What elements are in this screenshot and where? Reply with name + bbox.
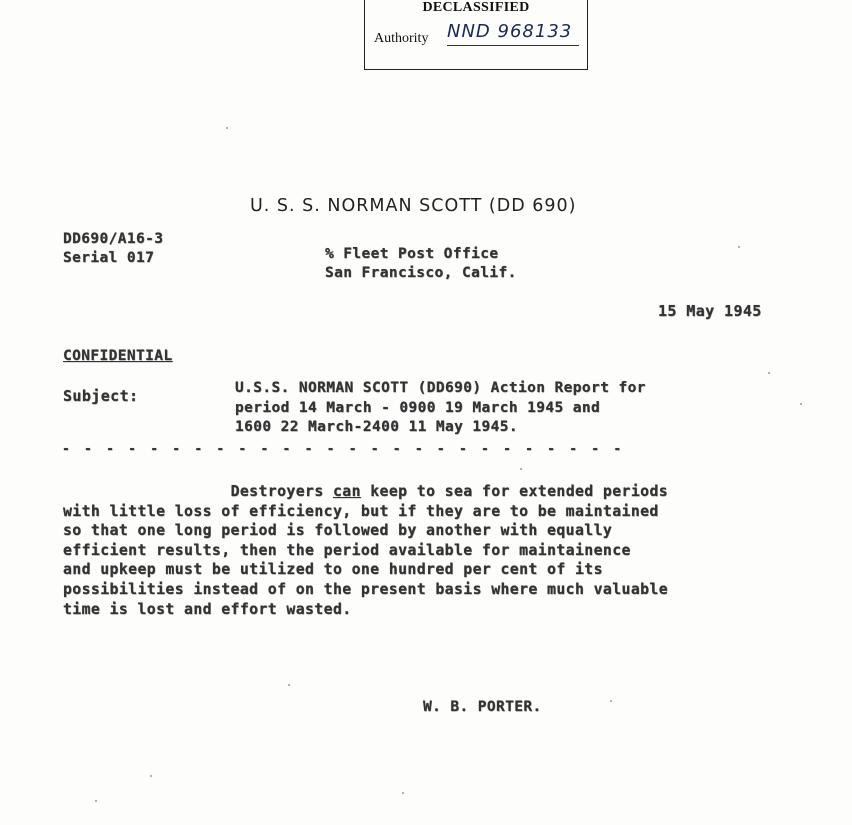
body-line-6: possibilities instead of on the present basis where much valuable <box>63 580 669 598</box>
mailing-address <box>325 245 517 283</box>
scan-speck <box>288 684 290 686</box>
body-line-2: with little loss of efficiency, but if they are to be maintained <box>63 502 659 520</box>
address-line-1: % Fleet Post Office <box>325 246 499 262</box>
scan-speck <box>738 246 740 248</box>
body-line-5: and upkeep must be utilized to one hundred per cent of its <box>63 561 603 579</box>
declassified-stamp <box>364 0 588 70</box>
subject-text <box>235 379 646 438</box>
letterhead: U. S. S. NORMAN SCOTT (DD 690) <box>250 196 577 216</box>
stamp-authority-value: NND 968133 <box>447 19 579 46</box>
body-line-1 <box>63 482 668 502</box>
body-line-1-end: keep to sea for extended periods <box>360 483 669 500</box>
subject-line-2: period 14 March - 0900 19 March 1945 and <box>235 399 601 416</box>
scan-speck <box>610 700 612 702</box>
dashed-divider: - - - - - - - - - - - - - - - - - - - - - - - - - - <box>62 442 625 457</box>
scan-speck <box>800 403 802 405</box>
body-line-3: so that one long period is followed by another with equally <box>63 522 613 540</box>
classification-marking: CONFIDENTIAL <box>63 348 173 364</box>
stamp-authority-label: Authority <box>374 31 429 46</box>
address-line-2: San Francisco, Calif. <box>325 265 517 281</box>
file-code: DD690/A16-3 <box>63 231 164 247</box>
body-line-4: efficient results, then the period available for maintainence <box>63 541 631 559</box>
scan-speck <box>95 800 97 802</box>
scan-speck <box>768 372 770 374</box>
body-line-1-start: Destroyers <box>230 483 333 500</box>
subject-line-3: 1600 22 March-2400 11 May 1945. <box>235 419 519 435</box>
emphasized-word: can <box>332 483 361 500</box>
body-paragraph <box>63 482 668 619</box>
scan-speck <box>402 792 404 794</box>
scan-speck <box>150 775 152 777</box>
scan-speck <box>226 127 228 129</box>
scan-speck <box>520 468 522 470</box>
stamp-title: DECLASSIFIED <box>422 0 530 15</box>
serial-number: Serial 017 <box>63 250 155 266</box>
subject-line-1: U.S.S. NORMAN SCOTT (DD690) Action Report for <box>235 380 646 396</box>
file-reference <box>63 230 163 268</box>
subject-label: Subject: <box>63 387 139 405</box>
letter-date: 15 May 1945 <box>658 302 762 320</box>
signature-block: W. B. PORTER. <box>423 699 542 715</box>
body-line-7: time is lost and effort wasted. <box>63 600 352 618</box>
